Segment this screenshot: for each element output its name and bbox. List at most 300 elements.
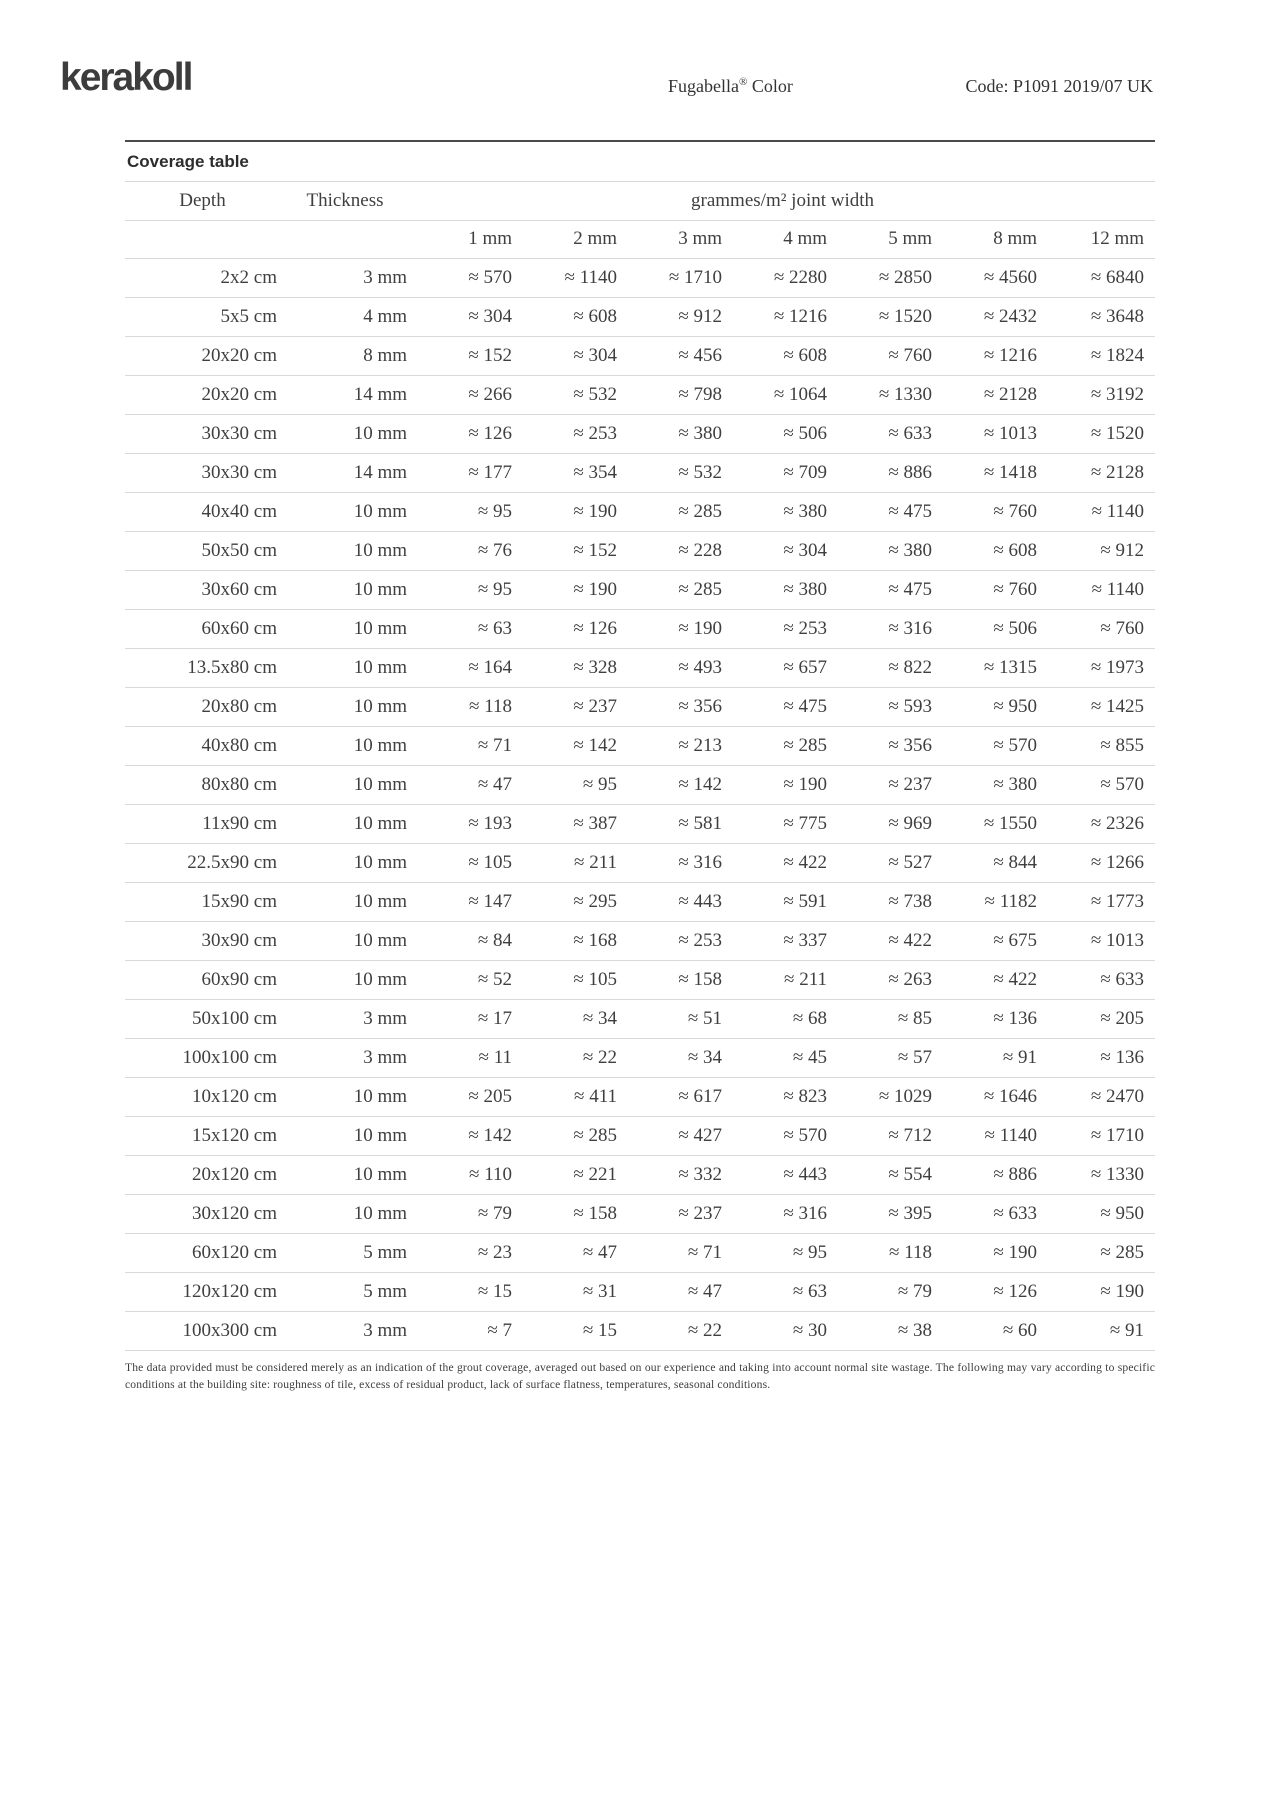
- thickness-cell: 10 mm: [280, 492, 410, 531]
- col-header-thickness: Thickness: [280, 182, 410, 220]
- depth-cell: 2x2 cm: [125, 258, 280, 297]
- table-row: [125, 882, 1155, 921]
- table-row: [125, 1311, 1155, 1350]
- thickness-cell: 5 mm: [280, 1272, 410, 1311]
- coverage-value-cell: ≈ 1029: [830, 1077, 935, 1116]
- table-row: [125, 609, 1155, 648]
- col-header-joint-width: 4 mm: [725, 220, 830, 258]
- coverage-value-cell: ≈ 95: [410, 570, 515, 609]
- product-name: [668, 76, 793, 97]
- coverage-value-cell: ≈ 443: [620, 882, 725, 921]
- coverage-value-cell: ≈ 1773: [1040, 882, 1155, 921]
- coverage-value-cell: ≈ 304: [515, 336, 620, 375]
- depth-cell: 50x100 cm: [125, 999, 280, 1038]
- coverage-value-cell: ≈ 95: [725, 1233, 830, 1272]
- coverage-value-cell: ≈ 1973: [1040, 648, 1155, 687]
- col-header-grammes: grammes/m² joint width: [410, 182, 1155, 220]
- coverage-value-cell: ≈ 126: [410, 414, 515, 453]
- coverage-value-cell: ≈ 95: [515, 765, 620, 804]
- thickness-cell: 8 mm: [280, 336, 410, 375]
- coverage-value-cell: ≈ 1710: [1040, 1116, 1155, 1155]
- depth-cell: 20x120 cm: [125, 1155, 280, 1194]
- coverage-value-cell: ≈ 1520: [1040, 414, 1155, 453]
- coverage-value-cell: ≈ 608: [515, 297, 620, 336]
- thickness-cell: 14 mm: [280, 453, 410, 492]
- coverage-value-cell: ≈ 581: [620, 804, 725, 843]
- coverage-value-cell: ≈ 34: [515, 999, 620, 1038]
- coverage-value-cell: ≈ 60: [935, 1311, 1040, 1350]
- coverage-value-cell: ≈ 3648: [1040, 297, 1155, 336]
- coverage-value-cell: ≈ 657: [725, 648, 830, 687]
- coverage-value-cell: ≈ 152: [515, 531, 620, 570]
- coverage-value-cell: ≈ 506: [935, 609, 1040, 648]
- table-row: [125, 258, 1155, 297]
- coverage-value-cell: ≈ 38: [830, 1311, 935, 1350]
- coverage-value-cell: ≈ 295: [515, 882, 620, 921]
- coverage-value-cell: ≈ 2128: [1040, 453, 1155, 492]
- coverage-value-cell: ≈ 593: [830, 687, 935, 726]
- coverage-value-cell: ≈ 316: [620, 843, 725, 882]
- thickness-cell: 10 mm: [280, 1116, 410, 1155]
- coverage-value-cell: ≈ 47: [410, 765, 515, 804]
- coverage-value-cell: ≈ 427: [620, 1116, 725, 1155]
- coverage-value-cell: ≈ 633: [1040, 960, 1155, 999]
- coverage-value-cell: ≈ 190: [515, 570, 620, 609]
- coverage-value-cell: ≈ 554: [830, 1155, 935, 1194]
- coverage-value-cell: ≈ 1646: [935, 1077, 1040, 1116]
- depth-cell: 15x120 cm: [125, 1116, 280, 1155]
- coverage-value-cell: ≈ 147: [410, 882, 515, 921]
- empty-cell: [280, 220, 410, 258]
- table-row: [125, 999, 1155, 1038]
- table-row: [125, 1233, 1155, 1272]
- coverage-value-cell: ≈ 79: [830, 1272, 935, 1311]
- coverage-value-cell: ≈ 15: [410, 1272, 515, 1311]
- coverage-value-cell: ≈ 912: [620, 297, 725, 336]
- coverage-value-cell: ≈ 633: [935, 1194, 1040, 1233]
- kerakoll-logo: kerakoll: [60, 56, 192, 99]
- coverage-value-cell: ≈ 380: [725, 492, 830, 531]
- coverage-value-cell: ≈ 142: [620, 765, 725, 804]
- coverage-value-cell: ≈ 237: [620, 1194, 725, 1233]
- coverage-value-cell: ≈ 68: [725, 999, 830, 1038]
- thickness-cell: 10 mm: [280, 648, 410, 687]
- product-name-text: Fugabella: [668, 76, 739, 96]
- coverage-value-cell: ≈ 228: [620, 531, 725, 570]
- coverage-value-cell: ≈ 844: [935, 843, 1040, 882]
- coverage-value-cell: ≈ 164: [410, 648, 515, 687]
- coverage-value-cell: ≈ 47: [515, 1233, 620, 1272]
- col-header-joint-width: 2 mm: [515, 220, 620, 258]
- coverage-value-cell: ≈ 2128: [935, 375, 1040, 414]
- thickness-cell: 10 mm: [280, 570, 410, 609]
- coverage-value-cell: ≈ 105: [410, 843, 515, 882]
- coverage-value-cell: ≈ 304: [725, 531, 830, 570]
- coverage-value-cell: ≈ 2470: [1040, 1077, 1155, 1116]
- coverage-value-cell: ≈ 1140: [1040, 570, 1155, 609]
- coverage-value-cell: ≈ 7: [410, 1311, 515, 1350]
- table-row: [125, 726, 1155, 765]
- coverage-value-cell: ≈ 1550: [935, 804, 1040, 843]
- table-row: [125, 843, 1155, 882]
- depth-cell: 30x120 cm: [125, 1194, 280, 1233]
- depth-cell: 11x90 cm: [125, 804, 280, 843]
- coverage-value-cell: ≈ 237: [515, 687, 620, 726]
- table-row: [125, 1155, 1155, 1194]
- coverage-value-cell: ≈ 422: [935, 960, 1040, 999]
- thickness-cell: 3 mm: [280, 1311, 410, 1350]
- coverage-value-cell: ≈ 532: [620, 453, 725, 492]
- coverage-value-cell: ≈ 57: [830, 1038, 935, 1077]
- coverage-value-cell: ≈ 213: [620, 726, 725, 765]
- coverage-value-cell: ≈ 855: [1040, 726, 1155, 765]
- depth-cell: 100x100 cm: [125, 1038, 280, 1077]
- coverage-value-cell: ≈ 136: [935, 999, 1040, 1038]
- thickness-cell: 10 mm: [280, 1155, 410, 1194]
- coverage-value-cell: ≈ 1266: [1040, 843, 1155, 882]
- coverage-value-cell: ≈ 47: [620, 1272, 725, 1311]
- table-row: [125, 687, 1155, 726]
- coverage-value-cell: ≈ 205: [1040, 999, 1155, 1038]
- depth-cell: 30x60 cm: [125, 570, 280, 609]
- coverage-value-cell: ≈ 15: [515, 1311, 620, 1350]
- coverage-value-cell: ≈ 285: [620, 570, 725, 609]
- depth-cell: 15x90 cm: [125, 882, 280, 921]
- thickness-cell: 14 mm: [280, 375, 410, 414]
- coverage-value-cell: ≈ 190: [620, 609, 725, 648]
- coverage-value-cell: ≈ 380: [725, 570, 830, 609]
- coverage-value-cell: ≈ 1520: [830, 297, 935, 336]
- thickness-cell: 10 mm: [280, 687, 410, 726]
- coverage-value-cell: ≈ 1710: [620, 258, 725, 297]
- coverage-value-cell: ≈ 118: [410, 687, 515, 726]
- coverage-value-cell: ≈ 798: [620, 375, 725, 414]
- thickness-cell: 3 mm: [280, 1038, 410, 1077]
- coverage-value-cell: ≈ 356: [830, 726, 935, 765]
- coverage-value-cell: ≈ 177: [410, 453, 515, 492]
- table-row: [125, 336, 1155, 375]
- coverage-value-cell: ≈ 506: [725, 414, 830, 453]
- depth-cell: 22.5x90 cm: [125, 843, 280, 882]
- coverage-table: [125, 182, 1155, 1351]
- depth-cell: 10x120 cm: [125, 1077, 280, 1116]
- coverage-value-cell: ≈ 95: [410, 492, 515, 531]
- table-row: [125, 375, 1155, 414]
- table-row: [125, 1272, 1155, 1311]
- coverage-value-cell: ≈ 285: [1040, 1233, 1155, 1272]
- coverage-value-cell: ≈ 532: [515, 375, 620, 414]
- col-header-joint-width: 3 mm: [620, 220, 725, 258]
- table-row: [125, 765, 1155, 804]
- coverage-value-cell: ≈ 822: [830, 648, 935, 687]
- depth-cell: 20x80 cm: [125, 687, 280, 726]
- coverage-value-cell: ≈ 950: [935, 687, 1040, 726]
- depth-cell: 40x80 cm: [125, 726, 280, 765]
- coverage-value-cell: ≈ 422: [830, 921, 935, 960]
- coverage-value-cell: ≈ 1216: [935, 336, 1040, 375]
- coverage-value-cell: ≈ 4560: [935, 258, 1040, 297]
- coverage-value-cell: ≈ 285: [620, 492, 725, 531]
- table-row: [125, 297, 1155, 336]
- depth-cell: 20x20 cm: [125, 375, 280, 414]
- coverage-value-cell: ≈ 1824: [1040, 336, 1155, 375]
- coverage-value-cell: ≈ 2432: [935, 297, 1040, 336]
- coverage-value-cell: ≈ 253: [725, 609, 830, 648]
- coverage-value-cell: ≈ 71: [410, 726, 515, 765]
- coverage-section: [125, 140, 1155, 1393]
- coverage-value-cell: ≈ 380: [935, 765, 1040, 804]
- coverage-value-cell: ≈ 142: [410, 1116, 515, 1155]
- coverage-value-cell: ≈ 886: [830, 453, 935, 492]
- thickness-cell: 10 mm: [280, 609, 410, 648]
- coverage-value-cell: ≈ 17: [410, 999, 515, 1038]
- coverage-value-cell: ≈ 190: [935, 1233, 1040, 1272]
- coverage-value-cell: ≈ 3192: [1040, 375, 1155, 414]
- coverage-value-cell: ≈ 1013: [1040, 921, 1155, 960]
- product-suffix-text: Color: [747, 76, 793, 96]
- depth-cell: 60x60 cm: [125, 609, 280, 648]
- coverage-value-cell: ≈ 760: [935, 492, 1040, 531]
- coverage-value-cell: ≈ 285: [725, 726, 830, 765]
- table-row: [125, 414, 1155, 453]
- thickness-cell: 3 mm: [280, 258, 410, 297]
- depth-cell: 100x300 cm: [125, 1311, 280, 1350]
- coverage-value-cell: ≈ 1315: [935, 648, 1040, 687]
- coverage-value-cell: ≈ 266: [410, 375, 515, 414]
- depth-cell: 40x40 cm: [125, 492, 280, 531]
- col-header-joint-width: 5 mm: [830, 220, 935, 258]
- coverage-value-cell: ≈ 63: [725, 1272, 830, 1311]
- coverage-value-cell: ≈ 110: [410, 1155, 515, 1194]
- coverage-value-cell: ≈ 775: [725, 804, 830, 843]
- col-header-joint-width: 8 mm: [935, 220, 1040, 258]
- coverage-value-cell: ≈ 76: [410, 531, 515, 570]
- coverage-value-cell: ≈ 152: [410, 336, 515, 375]
- coverage-value-cell: ≈ 1330: [1040, 1155, 1155, 1194]
- table-row: [125, 1116, 1155, 1155]
- thickness-cell: 10 mm: [280, 726, 410, 765]
- coverage-value-cell: ≈ 71: [620, 1233, 725, 1272]
- coverage-value-cell: ≈ 570: [1040, 765, 1155, 804]
- coverage-value-cell: ≈ 190: [725, 765, 830, 804]
- col-header-joint-width: 1 mm: [410, 220, 515, 258]
- registered-mark: ®: [738, 76, 748, 88]
- coverage-value-cell: ≈ 190: [1040, 1272, 1155, 1311]
- header-row-joint-widths: [125, 220, 1155, 258]
- table-row: [125, 921, 1155, 960]
- coverage-value-cell: ≈ 475: [830, 492, 935, 531]
- table-row: [125, 1077, 1155, 1116]
- coverage-value-cell: ≈ 79: [410, 1194, 515, 1233]
- table-row: [125, 1038, 1155, 1077]
- coverage-value-cell: ≈ 633: [830, 414, 935, 453]
- coverage-value-cell: ≈ 527: [830, 843, 935, 882]
- coverage-value-cell: ≈ 6840: [1040, 258, 1155, 297]
- coverage-value-cell: ≈ 211: [725, 960, 830, 999]
- coverage-value-cell: ≈ 1330: [830, 375, 935, 414]
- coverage-value-cell: ≈ 395: [830, 1194, 935, 1233]
- table-row: [125, 648, 1155, 687]
- coverage-value-cell: ≈ 2280: [725, 258, 830, 297]
- thickness-cell: 10 mm: [280, 1194, 410, 1233]
- thickness-cell: 10 mm: [280, 1077, 410, 1116]
- coverage-value-cell: ≈ 712: [830, 1116, 935, 1155]
- thickness-cell: 5 mm: [280, 1233, 410, 1272]
- thickness-cell: 10 mm: [280, 804, 410, 843]
- depth-cell: 80x80 cm: [125, 765, 280, 804]
- coverage-value-cell: ≈ 84: [410, 921, 515, 960]
- coverage-value-cell: ≈ 912: [1040, 531, 1155, 570]
- coverage-value-cell: ≈ 136: [1040, 1038, 1155, 1077]
- coverage-value-cell: ≈ 709: [725, 453, 830, 492]
- coverage-value-cell: ≈ 1013: [935, 414, 1040, 453]
- coverage-value-cell: ≈ 380: [620, 414, 725, 453]
- coverage-value-cell: ≈ 675: [935, 921, 1040, 960]
- coverage-value-cell: ≈ 142: [515, 726, 620, 765]
- coverage-value-cell: ≈ 2850: [830, 258, 935, 297]
- coverage-value-cell: ≈ 63: [410, 609, 515, 648]
- table-body: [125, 258, 1155, 1350]
- table-row: [125, 960, 1155, 999]
- coverage-value-cell: ≈ 126: [935, 1272, 1040, 1311]
- coverage-value-cell: ≈ 30: [725, 1311, 830, 1350]
- coverage-value-cell: ≈ 11: [410, 1038, 515, 1077]
- header-row-groups: [125, 182, 1155, 220]
- coverage-value-cell: ≈ 570: [935, 726, 1040, 765]
- table-row: [125, 453, 1155, 492]
- table-row: [125, 1194, 1155, 1233]
- depth-cell: 60x90 cm: [125, 960, 280, 999]
- coverage-value-cell: ≈ 51: [620, 999, 725, 1038]
- coverage-value-cell: ≈ 354: [515, 453, 620, 492]
- table-row: [125, 570, 1155, 609]
- coverage-value-cell: ≈ 356: [620, 687, 725, 726]
- coverage-value-cell: ≈ 387: [515, 804, 620, 843]
- thickness-cell: 10 mm: [280, 843, 410, 882]
- coverage-value-cell: ≈ 570: [410, 258, 515, 297]
- thickness-cell: 10 mm: [280, 882, 410, 921]
- table-row: [125, 804, 1155, 843]
- coverage-value-cell: ≈ 1140: [935, 1116, 1040, 1155]
- thickness-cell: 10 mm: [280, 960, 410, 999]
- coverage-value-cell: ≈ 45: [725, 1038, 830, 1077]
- coverage-value-cell: ≈ 118: [830, 1233, 935, 1272]
- coverage-value-cell: ≈ 31: [515, 1272, 620, 1311]
- coverage-value-cell: ≈ 443: [725, 1155, 830, 1194]
- depth-cell: 30x30 cm: [125, 453, 280, 492]
- coverage-value-cell: ≈ 886: [935, 1155, 1040, 1194]
- coverage-value-cell: ≈ 1064: [725, 375, 830, 414]
- coverage-value-cell: ≈ 34: [620, 1038, 725, 1077]
- coverage-value-cell: ≈ 411: [515, 1077, 620, 1116]
- thickness-cell: 4 mm: [280, 297, 410, 336]
- coverage-value-cell: ≈ 52: [410, 960, 515, 999]
- coverage-value-cell: ≈ 316: [725, 1194, 830, 1233]
- depth-cell: 20x20 cm: [125, 336, 280, 375]
- coverage-value-cell: ≈ 1425: [1040, 687, 1155, 726]
- coverage-value-cell: ≈ 253: [620, 921, 725, 960]
- thickness-cell: 3 mm: [280, 999, 410, 1038]
- coverage-value-cell: ≈ 193: [410, 804, 515, 843]
- coverage-value-cell: ≈ 285: [515, 1116, 620, 1155]
- coverage-value-cell: ≈ 237: [830, 765, 935, 804]
- coverage-value-cell: ≈ 969: [830, 804, 935, 843]
- coverage-value-cell: ≈ 205: [410, 1077, 515, 1116]
- thickness-cell: 10 mm: [280, 765, 410, 804]
- depth-cell: 30x90 cm: [125, 921, 280, 960]
- coverage-value-cell: ≈ 316: [830, 609, 935, 648]
- coverage-value-cell: ≈ 760: [1040, 609, 1155, 648]
- table-row: [125, 492, 1155, 531]
- coverage-value-cell: ≈ 823: [725, 1077, 830, 1116]
- coverage-value-cell: ≈ 105: [515, 960, 620, 999]
- coverage-value-cell: ≈ 475: [725, 687, 830, 726]
- coverage-value-cell: ≈ 337: [725, 921, 830, 960]
- coverage-value-cell: ≈ 253: [515, 414, 620, 453]
- thickness-cell: 10 mm: [280, 414, 410, 453]
- col-header-joint-width: 12 mm: [1040, 220, 1155, 258]
- coverage-value-cell: ≈ 738: [830, 882, 935, 921]
- coverage-value-cell: ≈ 22: [515, 1038, 620, 1077]
- coverage-value-cell: ≈ 617: [620, 1077, 725, 1116]
- coverage-value-cell: ≈ 304: [410, 297, 515, 336]
- document-code: Code: P1091 2019/07 UK: [965, 76, 1153, 96]
- col-header-depth: Depth: [125, 182, 280, 220]
- coverage-value-cell: ≈ 570: [725, 1116, 830, 1155]
- table-row: [125, 531, 1155, 570]
- coverage-value-cell: ≈ 190: [515, 492, 620, 531]
- depth-cell: 30x30 cm: [125, 414, 280, 453]
- coverage-value-cell: ≈ 23: [410, 1233, 515, 1272]
- thickness-cell: 10 mm: [280, 531, 410, 570]
- coverage-value-cell: ≈ 422: [725, 843, 830, 882]
- coverage-value-cell: ≈ 158: [620, 960, 725, 999]
- coverage-value-cell: ≈ 1182: [935, 882, 1040, 921]
- depth-cell: 13.5x80 cm: [125, 648, 280, 687]
- coverage-value-cell: ≈ 221: [515, 1155, 620, 1194]
- coverage-value-cell: ≈ 263: [830, 960, 935, 999]
- coverage-value-cell: ≈ 211: [515, 843, 620, 882]
- coverage-value-cell: ≈ 380: [830, 531, 935, 570]
- coverage-value-cell: ≈ 1140: [1040, 492, 1155, 531]
- depth-cell: 50x50 cm: [125, 531, 280, 570]
- coverage-value-cell: ≈ 91: [1040, 1311, 1155, 1350]
- footnote: The data provided must be considered merely as an indication of the grout coverage, averaged out based on our experience and taking into account normal site wastage. The following may vary according to specific conditions at the building site: roughness of tile, excess of residual product, lack of surface flatness, temperatures, seasonal conditions.: [125, 1360, 1155, 1391]
- coverage-value-cell: ≈ 328: [515, 648, 620, 687]
- depth-cell: 120x120 cm: [125, 1272, 280, 1311]
- coverage-value-cell: ≈ 91: [935, 1038, 1040, 1077]
- coverage-value-cell: ≈ 608: [935, 531, 1040, 570]
- coverage-value-cell: ≈ 1140: [515, 258, 620, 297]
- coverage-value-cell: ≈ 158: [515, 1194, 620, 1233]
- coverage-value-cell: ≈ 760: [935, 570, 1040, 609]
- thickness-cell: 10 mm: [280, 921, 410, 960]
- coverage-value-cell: ≈ 591: [725, 882, 830, 921]
- depth-cell: 5x5 cm: [125, 297, 280, 336]
- depth-cell: 60x120 cm: [125, 1233, 280, 1272]
- coverage-value-cell: ≈ 950: [1040, 1194, 1155, 1233]
- coverage-value-cell: ≈ 126: [515, 609, 620, 648]
- coverage-value-cell: ≈ 475: [830, 570, 935, 609]
- coverage-value-cell: ≈ 608: [725, 336, 830, 375]
- coverage-value-cell: ≈ 493: [620, 648, 725, 687]
- coverage-value-cell: ≈ 22: [620, 1311, 725, 1350]
- coverage-value-cell: ≈ 85: [830, 999, 935, 1038]
- coverage-value-cell: ≈ 2326: [1040, 804, 1155, 843]
- table-title: Coverage table: [125, 140, 1155, 182]
- coverage-value-cell: ≈ 332: [620, 1155, 725, 1194]
- coverage-value-cell: ≈ 1418: [935, 453, 1040, 492]
